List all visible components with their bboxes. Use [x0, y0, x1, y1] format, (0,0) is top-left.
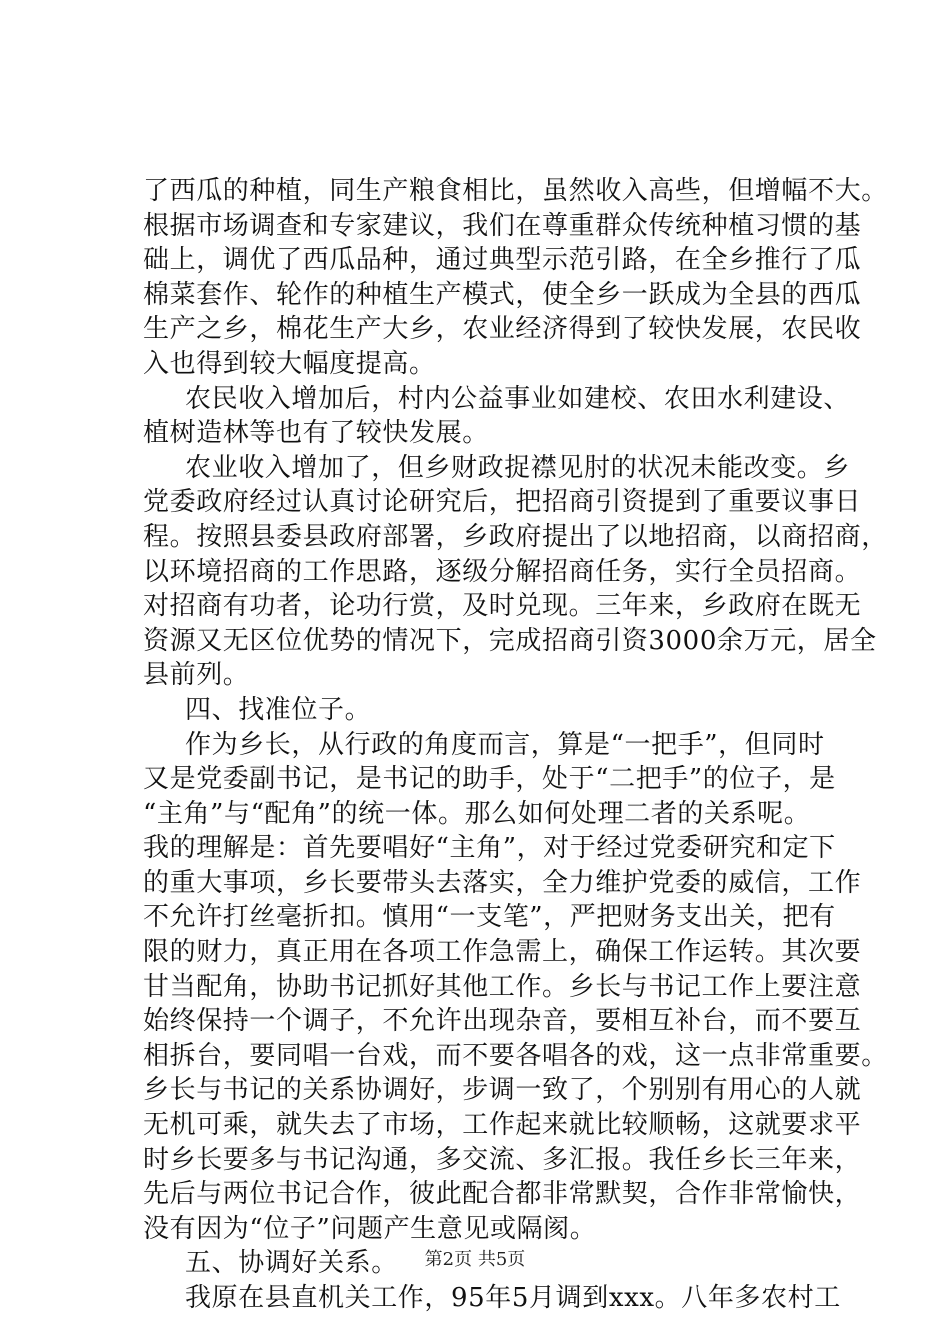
text-line: 农业收入增加了，但乡财政捉襟见肘的状况未能改变。乡	[185, 452, 851, 483]
text-line: 生产之乡，棉花生产大乡，农业经济得到了较快发展，农民收	[143, 314, 862, 345]
text-line: 植树造林等也有了较快发展。	[143, 418, 489, 449]
text-line: 程。按照县委县政府部署，乡政府提出了以地招商，以商招商，	[143, 521, 888, 552]
text-line: “主角”与“配角”的统一体。那么如何处理二者的关系呢。	[143, 798, 811, 829]
text-line: 棉菜套作、轮作的种植生产模式，使全乡一跃成为全县的西瓜	[143, 279, 862, 310]
text-line: 农民收入增加后，村内公益事业如建校、农田水利建设、	[185, 383, 851, 414]
text-line: 没有因为“位子”问题产生意见或隔阂。	[143, 1213, 597, 1244]
text-line: 资源又无区位优势的情况下，完成招商引资3000余万元，居全	[143, 625, 877, 656]
text-line: 以环境招商的工作思路，逐级分解招商任务，实行全员招商。	[143, 556, 862, 587]
text-line: 又是党委副书记，是书记的助手，处于“二把手”的位子，是	[143, 764, 836, 795]
text-line: 不允许打丝毫折扣。慎用“一支笔”，严把财务支出关，把有	[143, 902, 836, 933]
text-line: 作为乡长，从行政的角度而言，算是“一把手”，但同时	[185, 729, 825, 760]
text-line: 的重大事项，乡长要带头去落实，全力维护党委的威信，工作	[143, 867, 862, 898]
page-footer: 第2页 共5页	[424, 1249, 526, 1270]
text-line: 础上，调优了西瓜品种，通过典型示范引路，在全乡推行了瓜	[143, 245, 862, 276]
text-line: 县前列。	[143, 660, 250, 691]
text-line: 五、协调好关系。	[185, 1248, 398, 1279]
text-line: 时乡长要多与书记沟通，多交流、多汇报。我任乡长三年来，	[143, 1144, 862, 1175]
text-line: 限的财力，真正用在各项工作急需上，确保工作运转。其次要	[143, 937, 862, 968]
text-line: 党委政府经过认真讨论研究后，把招商引资提到了重要议事日	[143, 487, 862, 518]
text-line: 先后与两位书记合作，彼此配合都非常默契，合作非常愉快，	[143, 1179, 862, 1210]
text-line: 乡长与书记的关系协调好，步调一致了，个别别有用心的人就	[143, 1075, 862, 1106]
text-line: 了西瓜的种植，同生产粮食相比，虽然收入高些，但增幅不大。	[143, 176, 888, 206]
text-line: 根据市场调查和专家建议，我们在尊重群众传统种植习惯的基	[143, 210, 862, 241]
text-line: 入也得到较大幅度提高。	[143, 348, 436, 379]
text-line: 我原在县直机关工作，95年5月调到xxx。八年多农村工	[185, 1283, 841, 1313]
text-line: 我的理解是：首先要唱好“主角”，对于经过党委研究和定下	[143, 833, 836, 864]
text-line: 相拆台，要同唱一台戏，而不要各唱各的戏，这一点非常重要。	[143, 1040, 888, 1071]
document-body	[143, 174, 888, 1316]
text-line: 始终保持一个调子，不允许出现杂音，要相互补台，而不要互	[143, 1006, 862, 1037]
text-line: 无机可乘，就失去了市场，工作起来就比较顺畅，这就要求平	[143, 1110, 862, 1141]
text-line: 甘当配角，协助书记抓好其他工作。乡长与书记工作上要注意	[143, 971, 862, 1002]
text-line: 四、找准位子。	[185, 694, 372, 725]
text-line: 对招商有功者，论功行赏，及时兑现。三年来，乡政府在既无	[143, 591, 862, 622]
